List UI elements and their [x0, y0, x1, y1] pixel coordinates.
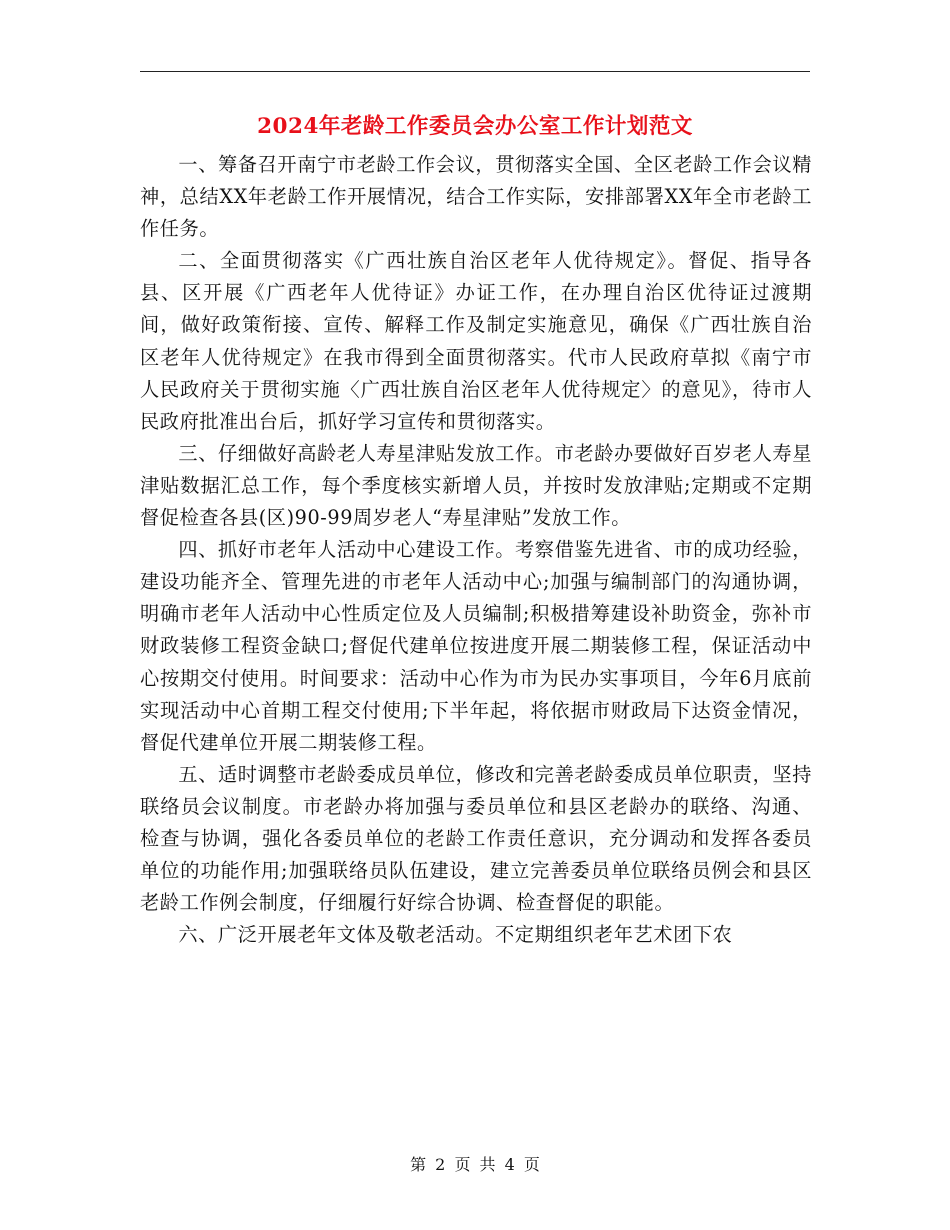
- paragraph-5: 五、适时调整市老龄委成员单位，修改和完善老龄委成员单位职责，坚持联络员会议制度。市老龄办将加强与委员单位和县区老龄办的联络、沟通、检查与协调，强化各委员单位的老龄工作责任意识，充分调动和发挥各委员单位的功能作用;加强联络员队伍建设，建立完善委员单位联络员例会和县区老龄工作例会制度，仔细履行好综合协调、检查督促的职能。: [140, 762, 812, 915]
- header-rule: [140, 71, 810, 72]
- paragraph-2: 二、全面贯彻落实《广西壮族自治区老年人优待规定》。督促、指导各县、区开展《广西老年人优待证》办证工作，在办理自治区优待证过渡期间，做好政策衔接、宣传、解释工作及制定实施意见，确保《广西壮族自治区老年人优待规定》在我市得到全面贯彻落实。代市人民政府草拟《南宁市人民政府关于贯彻实施〈广西壮族自治区老年人优待规定〉的意见》，待市人民政府批准出台后，抓好学习宣传和贯彻落实。: [140, 249, 812, 433]
- paragraph-6: 六、广泛开展老年文体及敬老活动。不定期组织老年艺术团下农: [178, 923, 733, 947]
- paragraph-3: 三、仔细做好高龄老人寿星津贴发放工作。市老龄办要做好百岁老人寿星津贴数据汇总工作，每个季度核实新增人员，并按时发放津贴;定期或不定期督促检查各县(区)90-99周岁老人“寿星津贴”发放工作。: [140, 441, 812, 530]
- document-body: [140, 149, 812, 951]
- paragraph-4: 四、抓好市老年人活动中心建设工作。考察借鉴先进省、市的成功经验，建设功能齐全、管理先进的市老年人活动中心;加强与编制部门的沟通协调，明确市老年人活动中心性质定位及人员编制;积极措筹建设补助资金，弥补市财政装修工程资金缺口;督促代建单位按进度开展二期装修工程，保证活动中心按期交付使用。时间要求：活动中心作为市为民办实事项目，今年6月底前实现活动中心首期工程交付使用;下半年起，将依据市财政局下达资金情况，督促代建单位开展二期装修工程。: [140, 538, 812, 754]
- paragraph-1: 一、筹备召开南宁市老龄工作会议，贯彻落实全国、全区老龄工作会议精神，总结XX年老龄工作开展情况，结合工作实际，安排部署XX年全市老龄工作任务。: [140, 153, 812, 241]
- page-number-footer: 第 2 页 共 4 页: [410, 1155, 540, 1174]
- document-title: 2024年老龄工作委员会办公室工作计划范文: [257, 114, 693, 139]
